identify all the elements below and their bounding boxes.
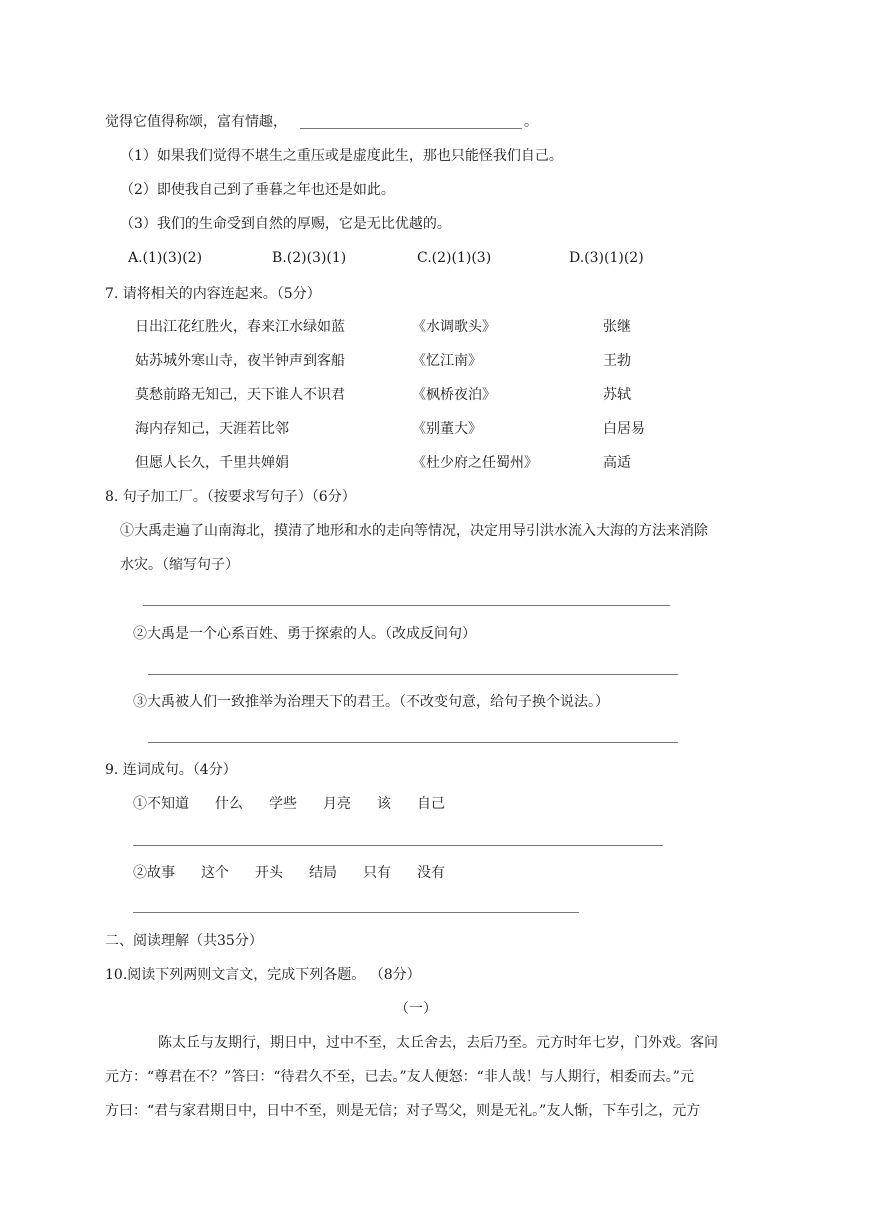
q7-poem-5[interactable]: 《杜少府之任蜀州》: [412, 455, 538, 471]
q7-verse-3[interactable]: 莫愁前路无知己，天下谁人不识君: [135, 387, 345, 403]
q8-item-2: ②大禹是一个心系百姓、勇于探索的人。（改成反问句）: [133, 626, 476, 642]
q9-word-row-2: [133, 863, 471, 883]
q9-word: 开头: [255, 865, 283, 881]
q9-word: 结局: [309, 865, 337, 881]
q8-item-1-line-a: ①大禹走遍了山南海北，摸清了地形和水的走向等情况，决定用导引洪水流入大海的方法来消除: [120, 523, 708, 539]
q10-passage-line-1: 陈太丘与友期行，期日中，过中不至，太丘舍去，去后乃至。元方时年七岁，门外戏。客问: [158, 1035, 718, 1051]
q6-period: 。: [524, 114, 538, 130]
q8-answer-line-1[interactable]: [143, 605, 670, 606]
section-2-heading: 二、阅读理解（共35分）: [105, 933, 263, 949]
q8-answer-line-2[interactable]: [148, 674, 678, 675]
q10-passage-line-2: 元方：“尊君在不？”答曰：“待君久不至，已去。”友人便怒：“非人哉！与人期行，相委而去。”元: [105, 1069, 694, 1085]
q9-title: 9. 连词成句。（4分）: [105, 762, 237, 778]
q8-title: 8. 句子加工厂。（按要求写句子）（6分）: [105, 489, 356, 505]
q6-sentence-2: （2）即使我自己到了垂暮之年也还是如此。: [120, 182, 395, 198]
q7-poem-1[interactable]: 《水调歌头》: [412, 319, 496, 335]
q9-answer-line-2[interactable]: [133, 912, 579, 913]
q7-poet-3[interactable]: 苏轼: [603, 387, 631, 403]
q9-word: 学些: [269, 796, 297, 812]
q6-sentence-1: （1）如果我们觉得不堪生之重压或是虚度此生，那也只能怪我们自己。: [120, 148, 563, 164]
q6-sentence-3: （3）我们的生命受到自然的厚赐，它是无比优越的。: [120, 216, 451, 232]
q7-poem-3[interactable]: 《枫桥夜泊》: [412, 387, 496, 403]
q9-word: 没有: [417, 865, 445, 881]
q6-option-a[interactable]: A.(1)(3)(2): [128, 250, 203, 266]
q10-passage-label: （一）: [395, 1001, 437, 1017]
q9-word: 自己: [417, 796, 445, 812]
q9-word: 只有: [363, 865, 391, 881]
q7-poet-5[interactable]: 高适: [603, 455, 631, 471]
q6-answer-blank[interactable]: [300, 128, 522, 129]
q8-answer-line-3[interactable]: [148, 742, 678, 743]
q9-word: 这个: [201, 865, 229, 881]
q7-poet-4[interactable]: 白居易: [603, 421, 645, 437]
q7-title: 7. 请将相关的内容连起来。（5分）: [105, 286, 321, 302]
q6-lead: 觉得它值得称颂，富有情趣，: [105, 114, 287, 130]
q7-poet-1[interactable]: 张继: [603, 319, 631, 335]
q7-poet-2[interactable]: 王勃: [603, 353, 631, 369]
q10-passage-line-3: 方曰：“君与家君期日中，日中不至，则是无信；对子骂父，则是无礼。”友人惭，下车引之，元方: [105, 1103, 701, 1119]
q6-option-d[interactable]: D.(3)(1)(2): [569, 250, 644, 266]
q6-option-b[interactable]: B.(2)(3)(1): [272, 250, 347, 266]
q9-word: ①不知道: [133, 796, 189, 812]
q7-poem-4[interactable]: 《别董大》: [412, 421, 482, 437]
q9-word: 月亮: [323, 796, 351, 812]
q10-title: 10.阅读下列两则文言文，完成下列各题。 （8分）: [105, 967, 421, 983]
q7-poem-2[interactable]: 《忆江南》: [412, 353, 482, 369]
q7-verse-4[interactable]: 海内存知己，天涯若比邻: [135, 421, 289, 437]
q9-word: 什么: [215, 796, 243, 812]
q9-word: ②故事: [133, 865, 175, 881]
q7-verse-1[interactable]: 日出江花红胜火，春来江水绿如蓝: [135, 319, 345, 335]
q6-option-c[interactable]: C.(2)(1)(3): [417, 250, 492, 266]
q8-item-3: ③大禹被人们一致推举为治理天下的君王。（不改变句意，给句子换个说法。）: [133, 694, 609, 710]
q9-word-row-1: [133, 794, 471, 814]
q7-verse-5[interactable]: 但愿人长久，千里共婵娟: [135, 455, 289, 471]
q9-word: 该: [377, 796, 391, 812]
q9-answer-line-1[interactable]: [133, 845, 663, 846]
q8-item-1-line-b: 水灾。（缩写句子）: [120, 557, 239, 573]
q7-verse-2[interactable]: 姑苏城外寒山寺，夜半钟声到客船: [135, 353, 345, 369]
